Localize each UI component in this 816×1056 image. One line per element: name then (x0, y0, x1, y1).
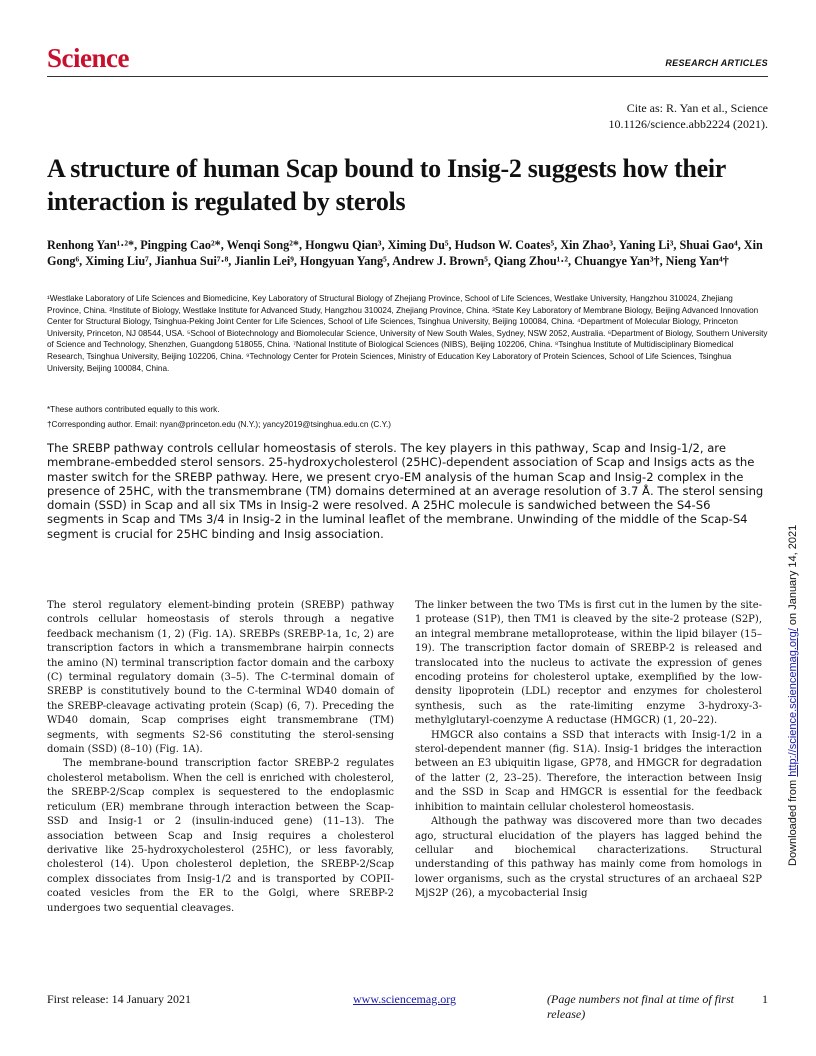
citation-line-1: Cite as: R. Yan et al., Science (626, 101, 768, 115)
download-sidebar (787, 525, 799, 866)
affiliations: ¹Westlake Laboratory of Life Sciences and Biomedicine, Key Laboratory of Structural Biology of Zhejiang Province, School of Life Sciences, Westlake University, Hangzhou 310024, Zhejiang Province, China. ²Institute of Biology, Westlake Institute for Advanced Study, Hangzhou 310024, Zhejiang Province, China. ³State Key Laboratory of Membrane Biology, Beijing Advanced Innovation Center for Structural Biology, Tsinghua-Peking Joint Center for Life Sciences, School of Life Sciences, Tsinghua University, Beijing 100084, China. ⁴Department of Molecular Biology, Princeton University, Princeton, NJ 08544, USA. ⁵School of Biotechnology and Biomolecular Science, University of New South Wales, Sydney, NSW 2052, Australia. ⁶Department of Biology, Southern University of Science and Technology, Shenzhen, Guangdong 518055, China. ⁷National Institute of Biological Sciences (NIBS), Beijing 102206, China. ⁸Tsinghua Institute of Multidisciplinary Biomedical Research, Tsinghua University, Beijing 102206, China. ⁹Technology Center for Protein Sciences, Ministry of Education Key Laboratory of Protein Sciences, School of Life Sciences, Tsinghua University, Beijing 100084, China. (47, 294, 768, 373)
body-paragraph: The linker between the two TMs is first cut in the lumen by the site-1 protease (S1P), then TM1 is cleaved by the site-2 protease (S2P), an integral membrane metalloprotease, within the lipid bilayer (15–19). The transcription factor domain of SREBP-2 is released and translocated into the nucleus to activate the expression of genes encoding proteins for cholesterol uptake, exemplified by the low-density lipoprotein (LDL) receptor and enzymes for cholesterol synthesis, such as the rate-limiting enzyme 3-hydroxy-3-methylglutaryl-coenzyme A reductase (HMGCR) (1, 20–22). (415, 600, 762, 727)
body-paragraph: The membrane-bound transcription factor SREBP-2 regulates cholesterol metabolism. When the cell is enriched with cholesterol, the SREBP-2/Scap complex is sequestered to the endoplasmic reticulum (ER) membrane through interaction between the Scap-SSD and Insig-1 or 2 (insulin-induced gene) (11–13). The association between Scap and Insig requires a cholesterol derivative like 25-hydroxycholesterol (25HC), or less favorably, cholesterol (14). Upon cholesterol depletion, the SREBP-2/Scap complex dissociates from Insig-1/2 and is transported by COPII-coated vesicles from the ER to the Golgi, where SREBP-2 undergoes two sequential cleavages. (47, 758, 394, 914)
citation-doi: 10.1126/science.abb2224 (2021). (608, 117, 768, 131)
body-paragraph: The sterol regulatory element-binding protein (SREBP) pathway controls cellular homeostasis of sterols through a negative feedback mechanism (1, 2) (Fig. 1A). SREBPs (SREBP-1a, 1c, 2) are transcription factors in which a transmembrane hairpin connects the amino (N) terminal transcription factor domain and the carboxy (C) terminal regulatory domain (3–5). The C-terminal domain of SREBP is constitutively bound to the C-terminal WD40 domain of the SREBP-cleavage activating protein (Scap) (6, 7). Preceding the WD40 domain, Scap comprises eight transmembrane (TM) segments, with segments S2-S6 constituting the sterol-sensing domain (SSD) (8–10) (Fig. 1A). (47, 600, 394, 756)
author-notes (47, 404, 769, 433)
article-title: A structure of human Scap bound to Insig-2 suggests how their interaction is regulated by sterols (47, 154, 726, 216)
abstract: The SREBP pathway controls cellular homeostasis of sterols. The key players in this pathway, Scap and Insig-1/2, are membrane-embedded sterol sensors. 25-hydroxycholesterol (25HC)-dependent association of Scap and Insigs acts as the master switch for the SREBP pathway. Here, we present cryo-EM analysis of the human Scap and Insig-2 complex in the presence of 25HC, with the transmembrane (TM) domains determined at an average resolution of 3.7 Å. The sterol sensing domain (SSD) in Scap and all six TMs in Insig-2 were resolved. A 25HC molecule is sandwiched between the S4-S6 segments in Scap and TMs 3/4 in Insig-2 in the luminal leaflet of the membrane. Unwinding of the middle of the Scap-S4 segment is crucial for 25HC binding and Insig association. (47, 441, 764, 541)
header-divider (47, 76, 768, 77)
sidebar-prefix: Downloaded from (787, 776, 799, 866)
citation-block (608, 100, 768, 132)
release-date: First release: 14 January 2021 (47, 992, 191, 1006)
body-column-right (415, 599, 762, 902)
body-column-left (47, 599, 394, 916)
section-label: RESEARCH ARTICLES (665, 58, 768, 68)
body-paragraph: Although the pathway was discovered more than two decades ago, structural elucidation of the players has lagged behind the cellular and biochemical characterizations. Structural understanding of this pathway has mainly come from homologs in lower organisms, such as the crystal structures of an archaeal S2P MjS2P (26), a mycobacterial Insig (415, 816, 762, 900)
equal-contribution-note: *These authors contributed equally to this work. (47, 405, 220, 414)
corresponding-author-note: †Corresponding author. Email: nyan@princeton.edu (N.Y.); yancy2019@tsinghua.edu.cn (C.Y.) (47, 419, 392, 429)
page-number: 1 (762, 992, 768, 1006)
journal-logo: Science (47, 43, 129, 73)
journal-website-link[interactable]: www.sciencemag.org (353, 992, 456, 1006)
sidebar-download-link[interactable]: http://science.sciencemag.org/ (787, 628, 799, 777)
sidebar-suffix: on January 14, 2021 (787, 524, 799, 629)
author-list: Renhong Yan¹·²*, Pingping Cao²*, Wenqi Song²*, Hongwu Qian³, Ximing Du⁵, Hudson W. Coates⁵, Xin Zhao³, Yaning Li³, Shuai Gao⁴, Xin Gong⁶, Ximing Liu⁷, Jianhua Sui⁷·⁸, Jianlin Lei⁹, Hongyuan Yang⁵, Andrew J. Brown⁵, Qiang Zhou¹·², Chuangye Yan³†, Nieng Yan⁴† (47, 238, 763, 268)
body-paragraph: HMGCR also contains a SSD that interacts with Insig-1/2 in a sterol-dependent manner (fig. S1A). Insig-1 bridges the interaction between an E3 ubiquitin ligase, GP78, and HMGCR for degradation of the latter (2, 23–25). Therefore, the interaction between Insig and the SSD in Scap and HMGCR is essential for the feedback inhibition to maintain cellular cholesterol homeostasis. (415, 729, 762, 813)
page-number-note: (Page numbers not final at time of first release) (547, 992, 734, 1021)
